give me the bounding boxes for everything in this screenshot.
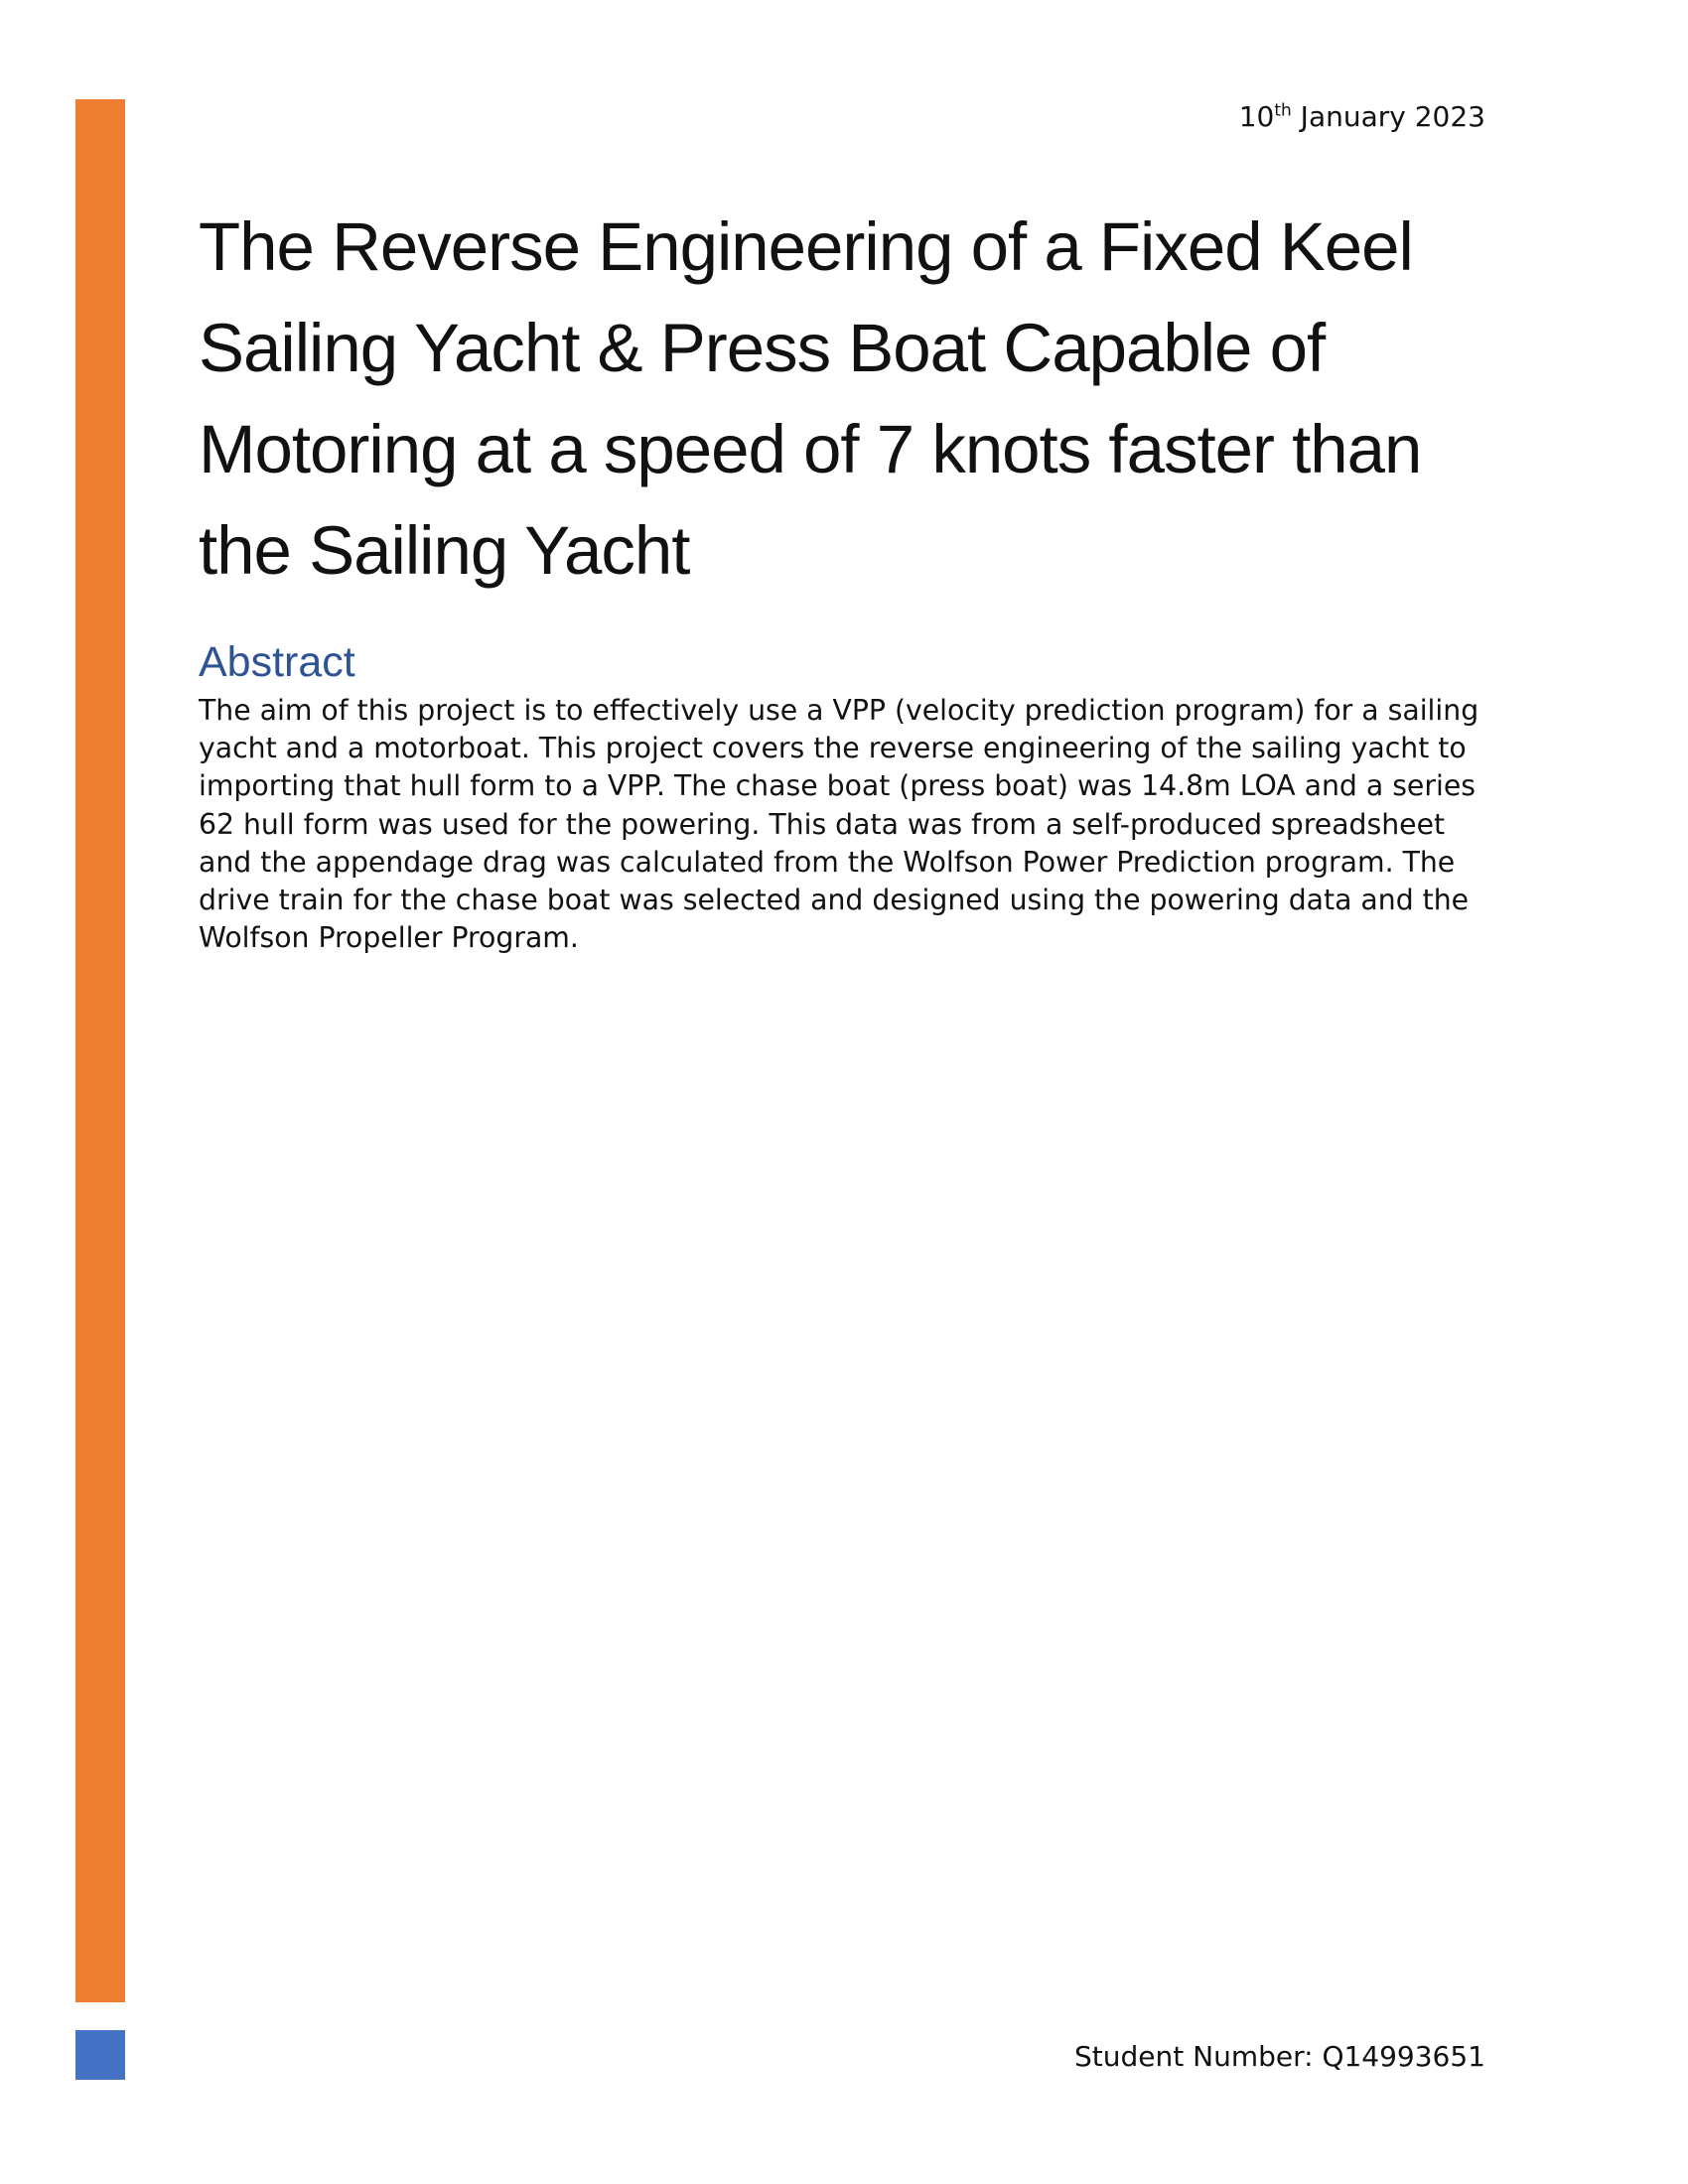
date-ordinal-suffix: th [1274, 100, 1292, 121]
blue-accent-block [75, 2030, 125, 2080]
document-title: The Reverse Engineering of a Fixed Keel Sailing Yacht & Press Boat Capable of Motoring at a speed of 7 knots faster than the Sailing Yacht [199, 208, 1422, 589]
date-month-year: January 2023 [1291, 100, 1485, 133]
document-date [1239, 97, 1485, 137]
abstract-heading: Abstract [199, 638, 355, 686]
student-number: Student Number: Q14993651 [1074, 2040, 1485, 2073]
abstract-body: The aim of this project is to effectively use a VPP (velocity prediction program) for a sailing yacht and a motorboat. This project covers the reverse engineering of the sailing yacht to importing that hull form to a VPP. The chase boat (press boat) was 14.8m LOA and a series 62 hull form was used for the powering. This data was from a self-produced spreadsheet and the appendage drag was calculated from the Wolfson Power Prediction program. The drive train for the chase boat was selected and designed using the powering data and the Wolfson Propeller Program. [199, 694, 1479, 955]
orange-accent-bar [75, 99, 125, 2002]
date-day: 10 [1238, 100, 1275, 133]
